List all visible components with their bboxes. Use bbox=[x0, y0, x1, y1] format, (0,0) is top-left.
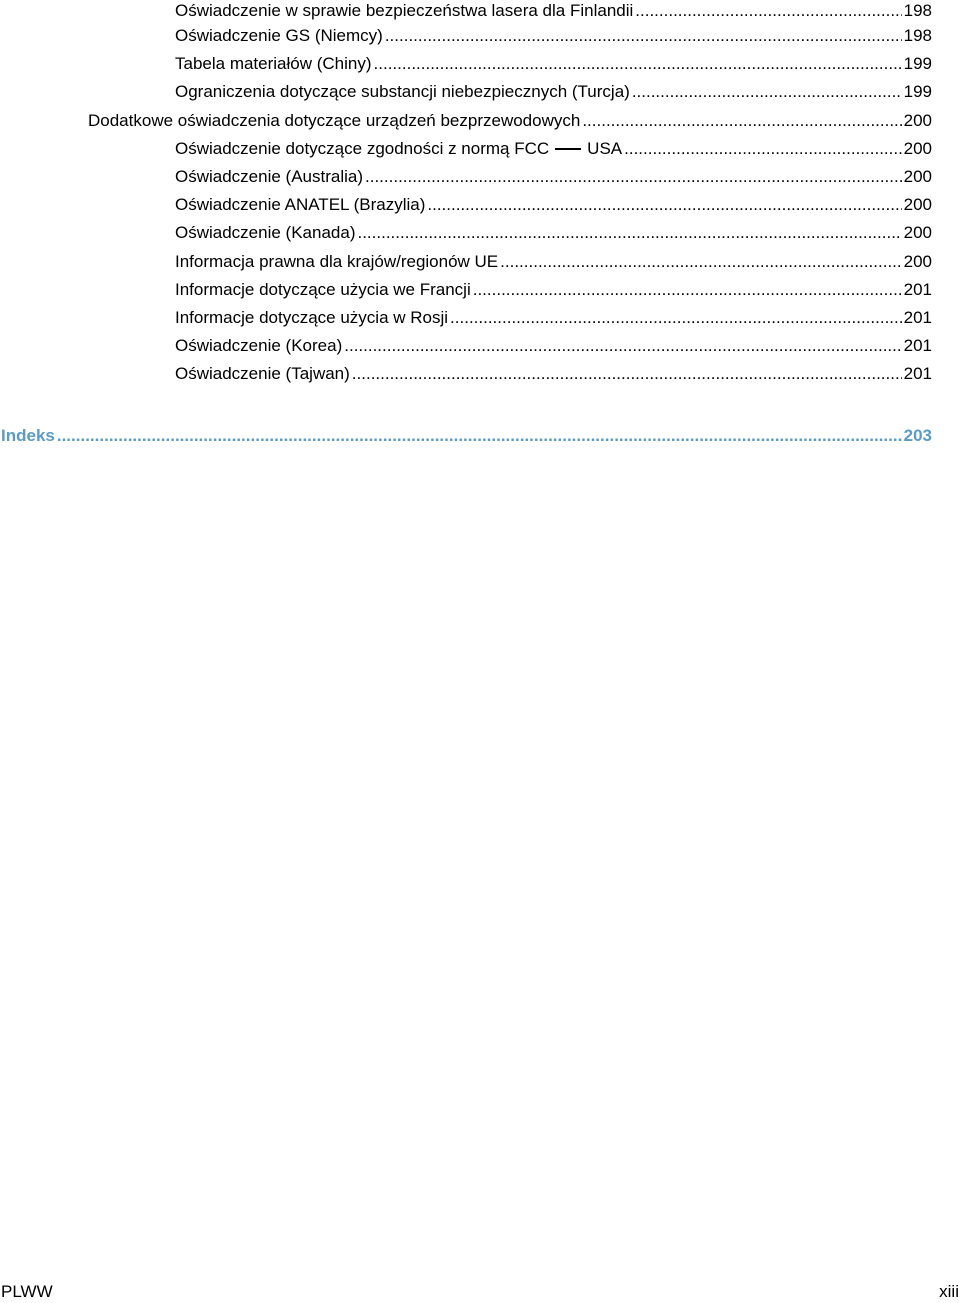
toc-entry-taiwan[interactable] bbox=[175, 363, 932, 385]
toc-entry-label: Oświadczenie (Tajwan) bbox=[175, 364, 350, 383]
toc-entry-label: Oświadczenie ANATEL (Brazylia) bbox=[175, 195, 426, 214]
toc-page-number: 200 bbox=[903, 111, 932, 130]
toc-entry-materials-china[interactable] bbox=[175, 53, 932, 75]
toc-page-number: 201 bbox=[903, 364, 932, 383]
toc-page-number: 199 bbox=[903, 54, 932, 73]
toc-entry-label: Oświadczenie (Australia) bbox=[175, 167, 364, 186]
toc-entry-label: Dodatkowe oświadczenia dotyczące urządzeń bezprzewodowych bbox=[88, 111, 581, 130]
dot-leader bbox=[632, 81, 902, 103]
toc-chapter-label: Indeks bbox=[1, 426, 55, 445]
toc-entry-hazardous-turkey[interactable] bbox=[175, 81, 932, 103]
dot-leader bbox=[450, 307, 902, 329]
dot-leader bbox=[365, 166, 902, 188]
toc-page-number: 200 bbox=[903, 223, 932, 242]
toc-entry-label: Oświadczenie w sprawie bezpieczeństwa lasera dla Finlandii bbox=[175, 1, 634, 20]
toc-entry-label: Oświadczenie (Kanada) bbox=[175, 223, 356, 242]
dot-leader bbox=[344, 335, 901, 357]
toc-page-number: 199 bbox=[903, 82, 932, 101]
toc-entry-anatel-brazil[interactable] bbox=[175, 194, 932, 216]
em-dash bbox=[555, 148, 581, 150]
toc-page-number: 200 bbox=[903, 195, 932, 214]
toc-entry-label: Oświadczenie (Korea) bbox=[175, 336, 343, 355]
toc-entry-label bbox=[175, 138, 622, 160]
toc-entry-label: Tabela materiałów (Chiny) bbox=[175, 54, 372, 73]
dot-leader bbox=[635, 0, 901, 22]
toc-entry-wireless-statements[interactable] bbox=[88, 110, 932, 132]
toc-entry-australia[interactable] bbox=[175, 166, 932, 188]
dot-leader bbox=[357, 222, 901, 244]
dot-leader bbox=[582, 110, 901, 132]
toc-page-number: 200 bbox=[903, 139, 932, 158]
toc-entry-label: Oświadczenie GS (Niemcy) bbox=[175, 26, 383, 45]
toc-entry-fcc-usa[interactable] bbox=[175, 138, 932, 160]
toc-page-number: 198 bbox=[903, 1, 932, 20]
toc-chapter-index[interactable] bbox=[1, 425, 932, 447]
toc-page-number: 200 bbox=[903, 252, 932, 271]
toc-page-number: 201 bbox=[903, 336, 932, 355]
dot-leader bbox=[500, 251, 901, 273]
dot-leader bbox=[473, 279, 902, 301]
toc-entry-gs-germany[interactable] bbox=[175, 25, 932, 47]
dot-leader bbox=[374, 53, 902, 75]
toc-page-number: 198 bbox=[903, 26, 932, 45]
toc-page-number: 201 bbox=[903, 308, 932, 327]
toc-entry-label: Informacje dotyczące użycia we Francji bbox=[175, 280, 471, 299]
dot-leader bbox=[624, 138, 901, 160]
toc-entry-label: Informacje dotyczące użycia w Rosji bbox=[175, 308, 449, 327]
toc-page-number: 200 bbox=[903, 167, 932, 186]
dot-leader bbox=[385, 25, 902, 47]
footer-locale-code: PLWW bbox=[1, 1282, 53, 1301]
dot-leader bbox=[352, 363, 902, 385]
toc-entry-eu-legal[interactable] bbox=[175, 251, 932, 273]
toc-page-number: 201 bbox=[903, 280, 932, 299]
toc-entry-label: Informacja prawna dla krajów/regionów UE bbox=[175, 252, 499, 271]
toc-chapter-page-number: 203 bbox=[903, 426, 932, 445]
footer-page-number: xiii bbox=[939, 1282, 959, 1301]
toc-entry-russia-use[interactable] bbox=[175, 307, 932, 329]
toc-entry-label-part-a: Oświadczenie dotyczące zgodności z normą FCC bbox=[175, 139, 550, 158]
dot-leader bbox=[57, 425, 902, 447]
dot-leader bbox=[427, 194, 901, 216]
toc-entry-france-use[interactable] bbox=[175, 279, 932, 301]
toc-entry-label-part-b: USA bbox=[587, 139, 623, 158]
toc-entry-laser-finland[interactable] bbox=[175, 0, 932, 22]
toc-entry-korea[interactable] bbox=[175, 335, 932, 357]
toc-entry-canada[interactable] bbox=[175, 222, 932, 244]
toc-entry-label: Ograniczenia dotyczące substancji niebezpiecznych (Turcja) bbox=[175, 82, 630, 101]
